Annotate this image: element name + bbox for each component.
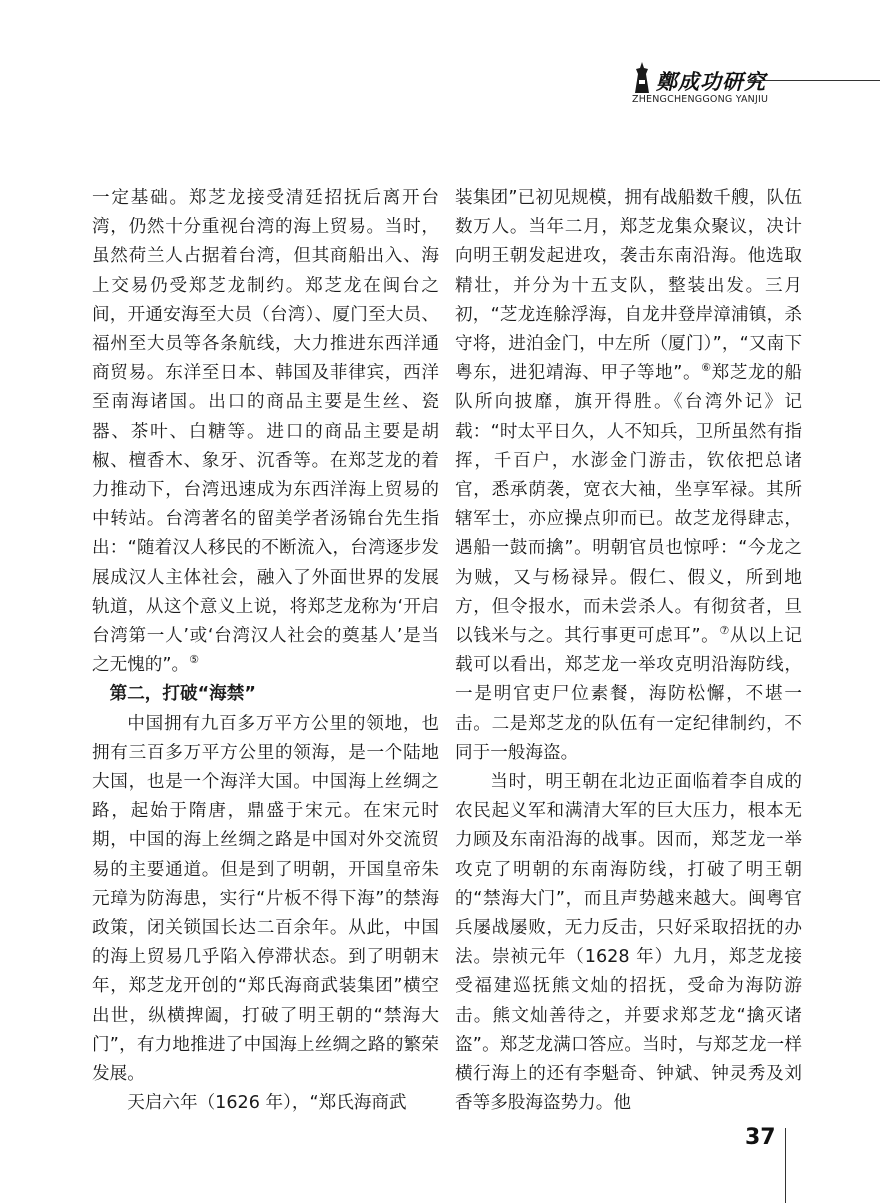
right-column <box>455 184 802 1119</box>
page-number-rule <box>785 1128 786 1203</box>
left-column <box>92 184 439 1119</box>
paragraph-text: 从以上记载可以看出，郑芝龙一举攻克明沿海防线，一是明官吏尸位素餐，海防松懈，不堪一击。二是郑芝龙的队伍有一定纪律制约，不同于一般海盗。 <box>455 626 802 763</box>
paragraph-text: 装集团”已初见规模，拥有战船数千艘，队伍数万人。当年二月，郑芝龙集众聚议，决计向明王朝发起进攻，袭击东南沿海。他选取精壮，并分为十五支队，整装出发。三月初，“芝龙连艅浮海，自龙井登岸漳浦镇，杀守将，进泊金门，中左所（厦门）”，“又南下粤东，进犯靖海、甲子等地”。 <box>455 188 802 384</box>
body-paragraph: 天启六年（1626 年），“郑氏海商武 <box>127 1093 407 1114</box>
paragraph-text: 一定基础。郑芝龙接受清廷招抚后离开台湾，仍然十分重视台湾的海上贸易。当时，虽然荷兰人占据着台湾，但其商船出入、海上交易仍受郑芝龙制约。郑芝龙在闽台之间，开通安海至大员（台湾）、厦门至大员、福州至大员等各条航线，大力推进东西洋通商贸易。东洋至日本、韩国及菲律宾，西洋至南海诸国。出口的商品主要是生丝、瓷器、茶叶、白糖等。进口的商品主要是胡椒、檀香木、象牙、沉香等。在郑芝龙的着力推动下，台湾迅速成为东西洋海上贸易的中转站。台湾著名的留美学者汤锦台先生指出：“随着汉人移民的不断流入，台湾逐步发展成汉人主体社会，融入了外面世界的发展轨道，从这个意义上说，将郑芝龙称为‘开启台湾第一人’或‘台湾汉人社会的奠基人’是当之无愧的”。 <box>92 188 439 676</box>
body-paragraph: 当时，明王朝在北边正面临着李自成的农民起义军和满清大军的巨大压力，根本无力顾及东南沿海的战事。因而，郑芝龙一举攻克了明朝的东南海防线，打破了明王朝的“禁海大门”，而且声势越来越大。闽粤官兵屡战屡败，无力反击，只好采取招抚的办法。崇祯元年（1628 年）九月，郑芝龙接受福建巡抚熊文灿的招抚，受命为海防游击。熊文灿善待之，并要求郑芝龙“擒灭诸盗”。郑芝龙满口答应。当时，与郑芝龙一样横行海上的还有李魁奇、钟斌、钟灵秀及刘香等多股海盗势力。他 <box>455 772 802 1114</box>
running-header <box>618 58 880 108</box>
paragraph-text: 郑芝龙的船队所向披靡，旗开得胜。《台湾外记》记载：“时太平日久，人不知兵，卫所虽然有指挥，千百户，水澎金门游击，钦依把总诸官，悉承荫袭，宽衣大袖，坐享军禄。其所辖军士，亦应操点卯而已。故芝龙得肆志，遇船一鼓而擒”。明朝官员也惊呼：“今龙之为贼，又与杨禄异。假仁、假义，所到地方，但令报水，而未尝杀人。有彻贫者，旦以钱米与之。其行事更可虑耳”。 <box>455 363 802 647</box>
fortress-tower-icon <box>632 60 652 94</box>
footnote-ref: ⑤ <box>189 653 199 667</box>
journal-title: 鄭成功研究 <box>656 70 766 94</box>
body-paragraph <box>455 184 802 768</box>
footnote-ref: ⑦ <box>719 624 730 638</box>
body-paragraph <box>92 184 439 680</box>
journal-subtitle: ZHENGCHENGGONG YANJIU <box>632 94 769 105</box>
header-rule <box>750 80 880 81</box>
page-number: 37 <box>745 1125 776 1150</box>
section-heading: 第二，打破“海禁” <box>109 684 256 705</box>
footnote-ref: ⑥ <box>701 361 712 375</box>
body-paragraph: 中国拥有九百多万平方公里的领地，也拥有三百多万平方公里的领海，是一个陆地大国，也是一个海洋大国。中国海上丝绸之路，起始于隋唐，鼎盛于宋元。在宋元时期，中国的海上丝绸之路是中国对外交流贸易的主要通道。但是到了明朝，开国皇帝朱元璋为防海患，实行“片板不得下海”的禁海政策，闭关锁国长达二百余年。从此，中国的海上贸易几乎陷入停滞状态。到了明朝末年，郑芝龙开创的“郑氏海商武装集团”横空出世，纵横捭阖，打破了明王朝的“禁海大门”，有力地推进了中国海上丝绸之路的繁荣发展。 <box>92 713 439 1085</box>
